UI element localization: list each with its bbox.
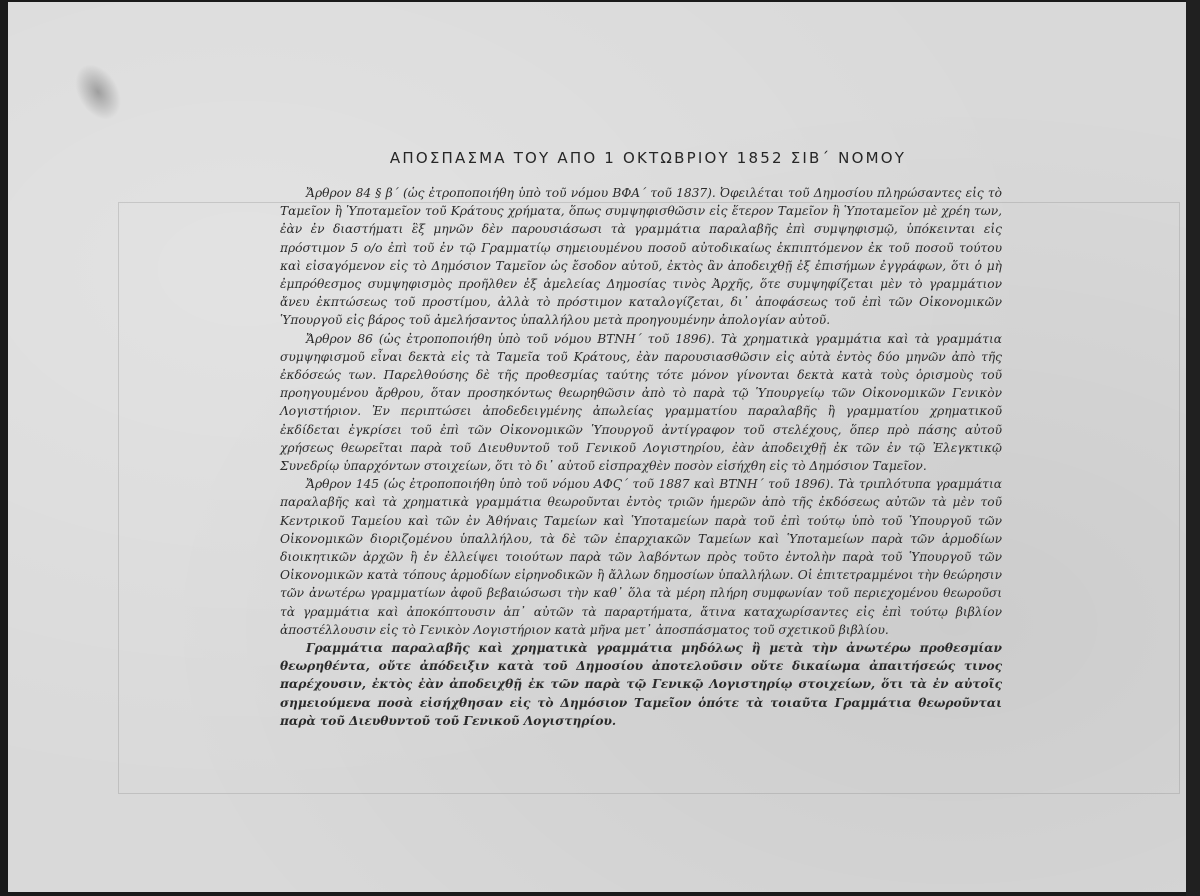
paragraph-article-86: Ἄρθρον 86 (ὡς ἐτροποποιήθη ὑπὸ τοῦ νόμου ΒΤΝΗ΄ τοῦ 1896). Τὰ χρηματικὰ γραμμάτια καὶ τὰ γραμμάτια συμψηφισμοῦ εἶναι δεκτὰ εἰς τὰ Ταμεῖα τοῦ Κράτους, ἐὰν παρουσιασθῶσιν εἰς αὐτὰ ἐντὸς δύο μηνῶν ἀπὸ τῆς ἐκδόσεώς των. Παρελθούσης δὲ τῆς προθεσμίας ταύτης τότε μόνον γίνονται δεκτὰ κατὰ τοὺς ὁρισμοὺς τοῦ προηγουμένου ἄρθρου, ὅταν προσηκόντως θεωρηθῶσιν ἀπὸ τὸ παρὰ τῷ Ὑπουργείῳ τῶν Οἰκονομικῶν Γενικὸν Λογιστήριον. Ἐν περιπτώσει ἀποδεδειγμένης ἀπωλείας γραμματίου παραλαβῆς ἢ γραμματίου χρηματικοῦ ἐκδίδεται ἐγκρίσει τοῦ ἐπὶ τῶν Οἰκονομικῶν Ὑπουργοῦ ἀντίγραφον τοῦ στελέχους, ὅπερ πρὸ πάσης αὐτοῦ χρήσεως θεωρεῖται παρὰ τοῦ Διευθυντοῦ τοῦ Γενικοῦ Λογιστηρίου, ἐὰν ἀποδειχθῇ ἐκ τῶν ἐν τῷ Ἐλεγκτικῷ Συνεδρίῳ ὑπαρχόντων στοιχείων, ὅτι τὸ δι᾽ αὐτοῦ εἰσπραχθὲν ποσὸν εἰσήχθη εἰς τὸ Δημόσιον Ταμεῖον. [280, 331, 1002, 474]
paragraph-article-84: Ἄρθρον 84 § β΄ (ὡς ἐτροποποιήθη ὑπὸ τοῦ νόμου ΒΦΑ΄ τοῦ 1837). Ὀφειλέται τοῦ Δημοσίου πληρώσαντες εἰς τὸ Ταμεῖον ἢ Ὑποταμεῖον τοῦ Κράτους χρήματα, ὅπως συμψηφισθῶσιν εἰς ἕτερον Ταμεῖον ἢ Ὑποταμεῖον μὲ χρέη των, ἐὰν ἐν διαστήματι ἓξ μηνῶν δὲν παρουσιάσωσι τὰ γραμμάτια παραλαβῆς ἐπὶ συμψηφισμῷ, ὑπόκεινται εἰς πρόστιμον 5 ο/ο ἐπὶ τοῦ ἐν τῷ Γραμματίῳ σημειουμένου ποσοῦ αὐτοδικαίως ἐκπιπτόμενον ἐκ τοῦ ποσοῦ τούτου καὶ εἰσαγόμενον εἰς τὸ Δημόσιον Ταμεῖον ὡς ἔσοδον αὐτοῦ, ἐκτὸς ἂν ἀποδειχθῇ ἐξ ἐπισήμων ἐγγράφων, ὅτι ὁ μὴ ἐμπρόθεσμος συμψηφισμὸς προῆλθεν ἐξ ἀμελείας Δημοσίας τινὸς Ἀρχῆς, ὅτε συμψηφίζεται μὲν τὸ γραμμάτιον ἄνευ ἐκπτώσεως τοῦ προστίμου, ἀλλὰ τὸ πρόστιμον καταλογίζεται, δι᾽ ἀποφάσεως τοῦ ἐπὶ τῶν Οἰκονομικῶν Ὑπουργοῦ εἰς βάρος τοῦ ἀμελήσαντος ὑπαλλήλου μετὰ προηγουμένην ἀπολογίαν αὐτοῦ. [280, 186, 1002, 328]
document-title: ΑΠΟΣΠΑΣΜΑ ΤΟΥ ΑΠΟ 1 ΟΚΤΩΒΡΙΟΥ 1852 ΣΙΒ΄ ΝΟΜΟΥ [389, 149, 907, 167]
stain-mark [66, 56, 131, 128]
paragraph-article-145: Ἄρθρον 145 (ὡς ἐτροποποιήθη ὑπὸ τοῦ νόμου ΑΦϚ΄ τοῦ 1887 καὶ ΒΤΝΗ΄ τοῦ 1896). Τὰ τριπλότυπα γραμμάτια παραλαβῆς καὶ τὰ χρηματικὰ γραμμάτια θεωροῦνται ἐντὸς τριῶν ἡμερῶν ἀπὸ τῆς ἐκδόσεως αὐτῶν τὰ μὲν τοῦ Κεντρικοῦ Ταμείου καὶ τῶν ἐν Ἀθήναις Ταμείων καὶ Ὑποταμείων παρὰ τοῦ ἐπὶ τούτῳ ὑπὸ τοῦ Ὑπουργοῦ τῶν Οἰκονομικῶν διοριζομένου ὑπαλλήλου, τὰ δὲ τῶν ἐπαρχιακῶν Ταμείων καὶ Ὑποταμείων παρὰ τῶν ἁρμοδίων διοικητικῶν ἀρχῶν ἢ ἐν ἐλλείψει τοιούτων παρὰ τῶν λαβόντων πρὸς τοῦτο ἐντολὴν παρὰ τοῦ Ὑπουργοῦ τῶν Οἰκονομικῶν κατὰ τόπους ἁρμοδίων εἰρηνοδικῶν ἢ ἄλλων δημοσίων ὑπαλλήλων. Οἱ ἐπιτετραμμένοι τὴν θεώρησιν τῶν ἀνωτέρω γραμματίων ἀφοῦ βεβαιώσωσι τὴν καθ᾽ ὅλα τὰ μέρη πλήρη συμφωνίαν τοῦ περιεχομένου θεωροῦσι τὰ γραμμάτια καὶ ἀποκόπτουσιν ἀπ᾽ αὐτῶν τὰ παραρτήματα, ἅτινα καταχωρίσαντες εἰς ἐπὶ τούτῳ βιβλίον ἀποστέλλουσιν εἰς τὸ Γενικὸν Λογιστήριον κατὰ μῆνα μετ᾽ ἀποσπάσματος τοῦ σχετικοῦ βιβλίου. [280, 477, 1002, 637]
paragraph-closing: Γραμμάτια παραλαβῆς καὶ χρηματικὰ γραμμάτια μηδόλως ἢ μετὰ τὴν ἀνωτέρω προθεσμίαν θεωρηθέντα, οὔτε ἀπόδειξιν κατὰ τοῦ Δημοσίου ἀποτελοῦσιν οὔτε δικαίωμα ἀπαιτήσεώς τινος παρέχουσιν, ἐκτὸς ἐὰν ἀποδειχθῇ ἐκ τῶν παρὰ τῷ Γενικῷ Λογιστηρίῳ στοιχείων, ὅτι τὰ ἐν αὐτοῖς σημειούμενα ποσὰ εἰσήχθησαν εἰς τὸ Δημόσιον Ταμεῖον ὁπότε τὰ τοιαῦτα Γραμμάτια θεωροῦνται παρὰ τοῦ Διευθυντοῦ τοῦ Γενικοῦ Λογιστηρίου. [280, 641, 1002, 728]
document-page [8, 2, 1192, 892]
document-body [280, 184, 1002, 730]
scan-edge [1186, 0, 1200, 896]
